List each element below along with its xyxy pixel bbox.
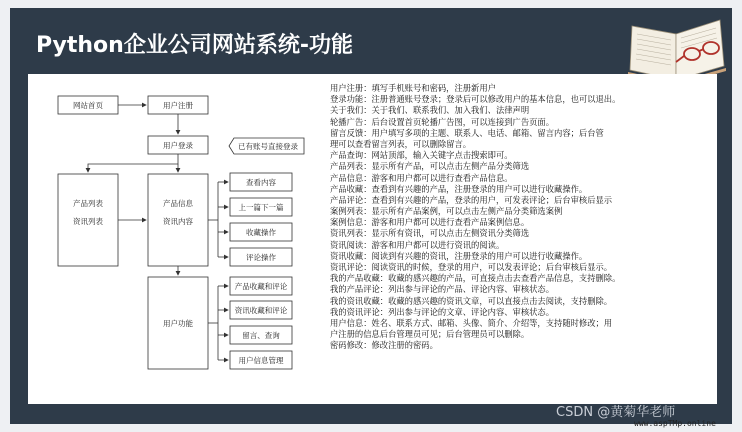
- node-home-label: 网站首页: [73, 101, 103, 110]
- node-message-label: 留言、查询: [242, 331, 280, 340]
- description-line: 资讯阅读：游客和用户都可以进行资讯的阅读。: [330, 239, 505, 250]
- node-register-label: 用户注册: [163, 101, 193, 110]
- site-watermark: www.aspTMp.online: [634, 419, 716, 428]
- node-user-functions-label: 用户功能: [163, 319, 193, 328]
- node-view-label: 查看内容: [246, 178, 276, 187]
- description-line: 案例信息：游客和用户都可以进行查看产品案例信息。: [330, 217, 530, 228]
- description-line: 资讯列表：显示所有资讯，可以点击左侧资讯分类筛选: [330, 228, 530, 239]
- function-flow-diagram: [28, 74, 328, 404]
- description-line: 户注册的信息后台管理员可见；后台管理员可以删除。: [330, 329, 530, 340]
- description-line: 理可以查看留言列表，可以删除留言。: [330, 138, 472, 149]
- node-news-fav-label: 资讯收藏和评论: [234, 306, 288, 315]
- description-line: 登录功能：注册普通账号登录；登录后可以修改用户的基本信息，也可以退出。: [330, 94, 621, 105]
- description-line: 案例列表：显示所有产品案例，可以点击左侧产品分类筛选案例: [330, 206, 563, 217]
- description-line: 产品收藏：查看到有兴趣的产品，注册登录的用户可以进行收藏操作。: [330, 183, 588, 194]
- node-prev-next-label: 上一篇下一篇: [238, 203, 284, 212]
- description-line: 产品评论：查看到有兴趣的产品，登录的用户，可发表评论；后台审核后显示: [330, 194, 613, 205]
- node-info-label-news: 资讯内容: [163, 217, 193, 226]
- description-line: 产品查询：网站顶部，输入关键字点击搜索即可。: [330, 150, 513, 161]
- description-line: 我的产品评论：列出参与评论的产品、评论内容、审核状态。: [330, 284, 555, 295]
- description-line: 我的资讯评论：列出参与评论的文章、评论内容、审核状态。: [330, 306, 555, 317]
- node-product-fav-label: 产品收藏和评论: [234, 282, 288, 291]
- node-login-note-label: 已有账号直接登录: [238, 142, 298, 151]
- feature-description-list: [330, 83, 714, 352]
- description-line: 资讯收藏：阅读到有兴趣的资讯，注册登录的用户可以进行收藏操作。: [330, 250, 588, 261]
- node-fav-label: 收藏操作: [246, 228, 276, 237]
- content-panel: [28, 74, 717, 404]
- description-line: 我的产品收藏：收藏的感兴趣的产品，可直接点击去查看产品信息，支持删除。: [330, 273, 621, 284]
- description-line: 用户信息：姓名、联系方式、邮箱、头像、简介、介绍等，支持随时修改；用: [330, 317, 613, 328]
- description-line: 关于我们：关于我们、联系我们、加入我们、法律声明: [330, 105, 530, 116]
- node-info-label-products: 产品信息: [163, 199, 193, 208]
- description-line: 产品列表：显示所有产品，可以点击左侧产品分类筛选: [330, 161, 530, 172]
- node-list-label-products: 产品列表: [73, 199, 103, 208]
- csdn-watermark: CSDN @黄菊华老师: [556, 405, 676, 420]
- node-login-label: 用户登录: [163, 141, 193, 150]
- node-user-info-label: 用户信息管理: [238, 356, 284, 365]
- description-line: 留言反馈：用户填写多项的主题、联系人、电话、邮箱、留言内容；后台管: [330, 127, 604, 138]
- description-line: 轮播广告：后台设置首页轮播广告图，可以连接到广告页面。: [330, 116, 555, 127]
- description-line: 密码修改：修改注册的密码。: [330, 340, 438, 351]
- description-line: 资讯评论：阅读资讯的时候，登录的用户，可以发表评论；后台审核后显示。: [330, 262, 613, 272]
- node-comment-label: 评论操作: [246, 253, 276, 262]
- description-line: 产品信息：游客和用户都可以进行查看产品信息。: [330, 172, 513, 183]
- open-book-with-glasses-icon: [624, 10, 732, 84]
- description-line: 用户注册：填写手机账号和密码，注册新用户: [330, 83, 496, 93]
- slide-title: Python企业公司网站系统-功能: [36, 33, 353, 58]
- description-line: 我的资讯收藏：收藏的感兴趣的资讯文章，可以直接点击去阅读，支持删除。: [330, 295, 613, 306]
- node-list-label-news: 资讯列表: [73, 217, 103, 226]
